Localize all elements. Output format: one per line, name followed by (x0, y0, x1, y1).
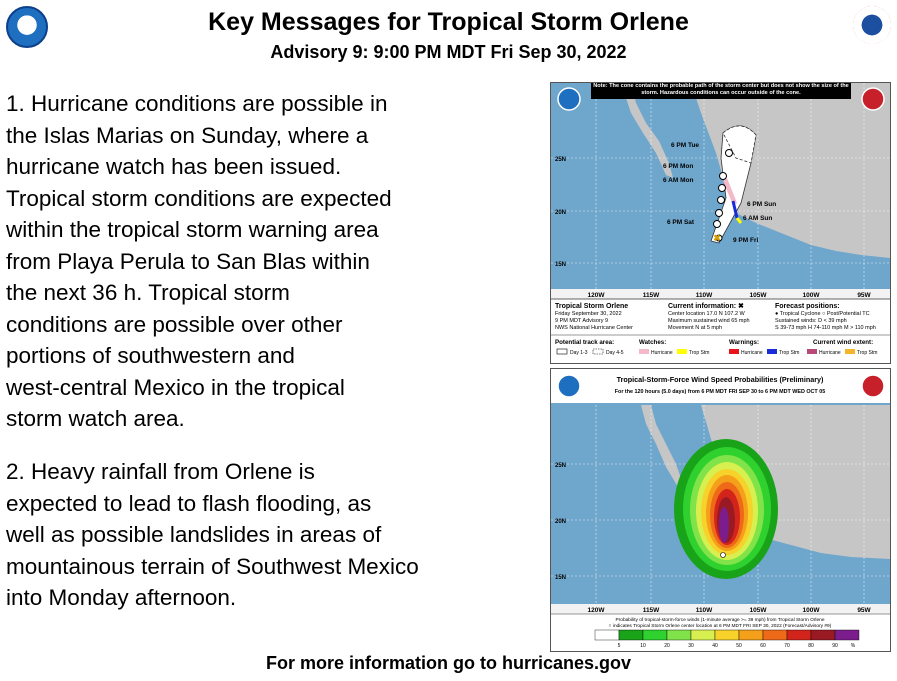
lon-label: 95W (857, 292, 871, 299)
scale-swatch (691, 630, 715, 640)
lon-label: 95W (857, 607, 871, 614)
noaa-mini-logo (558, 88, 580, 110)
message-line: Tropical storm conditions are expected (6, 185, 392, 211)
lat-label: 25N (555, 157, 567, 163)
page-title: Key Messages for Tropical Storm Orlene (208, 8, 689, 36)
scale-swatch (787, 630, 811, 640)
scale-swatch (835, 630, 859, 640)
message-line: from Playa Perula to San Blas within (6, 248, 370, 274)
legend-track-title: Potential track area: (555, 339, 615, 346)
scale-swatch (811, 630, 835, 640)
scale-label: 20 (664, 643, 670, 649)
legend-wind-title: Current wind extent: (813, 339, 874, 346)
lat-label: 15N (555, 575, 567, 581)
scale-swatch (667, 630, 691, 640)
legend-day13: Day 1-3 (570, 350, 588, 356)
track-label: 6 AM Mon (663, 177, 694, 184)
lon-label: 115W (642, 292, 660, 299)
message-line: portions of southwestern and (6, 343, 295, 368)
wind-caption-1: Probability of tropical-storm-force winds (1-minute average >= 39 mph) from Tropical Storm Orlene (615, 618, 825, 623)
legend-warnings-title: Warnings: (729, 339, 760, 346)
probability-contours (674, 439, 778, 579)
track-label: 6 PM Mon (663, 163, 694, 170)
scale-swatch (715, 630, 739, 640)
legend-day45: Day 4-5 (606, 350, 624, 356)
scale-label: 30 (688, 643, 694, 649)
forecast-info-line: Sustained winds: D < 39 mph (775, 318, 847, 324)
message-line: mountainous terrain of Southwest Mexico (6, 553, 419, 579)
scale-swatch (763, 630, 787, 640)
message-line: within the tropical storm warning area (6, 217, 379, 242)
storm-info-line: Friday September 30, 2022 (555, 311, 622, 317)
lon-label: 110W (695, 607, 713, 614)
wind-caption-2: ○ indicates Tropical Storm Orlene center location at 6 PM MDT FRI SEP 30, 2022 (Forecast/Advisory #9) (608, 624, 832, 629)
nws-mini-logo (862, 88, 884, 110)
lon-label: 115W (642, 607, 660, 614)
legend-ts-warning: Trop Stm (779, 350, 800, 356)
lat-label: 15N (555, 262, 567, 268)
noaa-mini-logo (558, 375, 580, 397)
message-line: the Islas Marias on Sunday, where a (6, 122, 369, 148)
storm-info-line: NWS National Hurricane Center (555, 325, 633, 331)
scale-swatch (595, 630, 619, 640)
message-line: expected to lead to flash flooding, as (6, 490, 372, 516)
scale-swatch (619, 630, 643, 640)
scale-label: 50 (736, 643, 742, 649)
track-label: 6 PM Tue (671, 142, 700, 149)
footer-more-info: For more information go to hurricanes.gov (265, 653, 632, 673)
wind-probability-map (550, 368, 891, 652)
scale-swatch (739, 630, 763, 640)
lon-label: 105W (749, 607, 767, 614)
lon-label: 110W (695, 292, 713, 299)
lat-label: 25N (555, 463, 567, 469)
scale-label: 40 (712, 643, 718, 649)
scale-label: 60 (760, 643, 766, 649)
scale-label: 5 (617, 643, 621, 649)
scale-label: 80 (808, 643, 814, 649)
current-info-title: Current information: ✖ (668, 303, 744, 310)
scale-swatch (643, 630, 667, 640)
key-message-2 (6, 456, 536, 614)
lat-label: 20N (555, 210, 567, 216)
message-line: 2. Heavy rainfall from Orlene is (6, 459, 315, 484)
storm-center-marker (721, 553, 726, 558)
track-label: 9 PM Fri (733, 237, 759, 244)
message-line: storm watch area. (6, 406, 185, 431)
forecast-title: Forecast positions: (775, 303, 840, 310)
legend-hurricane-wind: Hurricane (819, 350, 841, 356)
lon-label: 100W (802, 607, 820, 614)
legend-ts-wind: Trop Stm (857, 350, 878, 356)
current-info-line: Maximum sustained wind 65 mph (668, 318, 750, 324)
wind-map-svg (551, 369, 890, 651)
message-line: 1. Hurricane conditions are possible in (6, 91, 388, 116)
key-message-1 (6, 88, 536, 435)
track-label: 6 PM Sun (747, 201, 777, 208)
storm-info-line: 9 PM MDT Advisory 9 (555, 318, 609, 324)
lat-label: 20N (555, 519, 567, 525)
message-line: the next 36 h. Tropical storm (6, 280, 290, 305)
legend-hurricane-warning: Hurricane (741, 350, 763, 356)
lon-label: 105W (749, 292, 767, 299)
lon-label: 100W (802, 292, 820, 299)
forecast-info-line: S 39-73 mph H 74-110 mph M > 110 mph (775, 325, 876, 331)
nws-mini-logo (862, 375, 884, 397)
nws-logo (853, 6, 891, 44)
wind-map-subtitle: For the 120 hours (5.0 days) from 6 PM MDT FRI SEP 30 to 6 PM MDT WED OCT 05 (614, 389, 826, 395)
message-line: conditions are possible over other (6, 311, 343, 337)
legend-ts-watch: Trop Stm (689, 350, 710, 356)
cone-note: Note: The cone contains the probable path of the storm center but does not show the size of the storm. Hazardous conditions can occur outside of the cone. (593, 83, 849, 96)
current-info-line: Movement N at 5 mph (668, 325, 723, 331)
current-info-line: Center location 17.0 N 107.2 W (668, 311, 745, 317)
lon-label: 120W (587, 607, 605, 614)
scale-label: 70 (784, 643, 790, 649)
forecast-info-line: ● Tropical Cyclone ○ Post/Potential TC (775, 311, 870, 317)
scale-label: 10 (640, 643, 646, 649)
lon-label: 120W (587, 292, 605, 299)
scale-label: % (850, 643, 856, 649)
message-line: well as possible landslides in areas of (6, 522, 382, 547)
current-position-marker: ✖ (713, 233, 721, 243)
message-line: hurricane watch has been issued. (6, 154, 342, 179)
message-line: west-central Mexico in the tropical (6, 374, 345, 400)
scale-label: 90 (832, 643, 838, 649)
track-map-svg (551, 83, 890, 363)
advisory-subtitle: Advisory 9: 9:00 PM MDT Fri Sep 30, 2022 (270, 42, 627, 62)
storm-name: Tropical Storm Orlene (555, 303, 629, 310)
probability-color-scale (595, 630, 859, 649)
message-line: into Monday afternoon. (6, 585, 237, 610)
wind-map-title: Tropical-Storm-Force Wind Speed Probabilities (Preliminary) (616, 375, 824, 384)
legend-hurricane-watch: Hurricane (651, 350, 673, 356)
track-label: 6 PM Sat (667, 219, 695, 226)
track-cone-map (550, 82, 891, 364)
track-label: 6 AM Sun (743, 215, 773, 222)
legend-watches-title: Watches: (639, 339, 667, 346)
